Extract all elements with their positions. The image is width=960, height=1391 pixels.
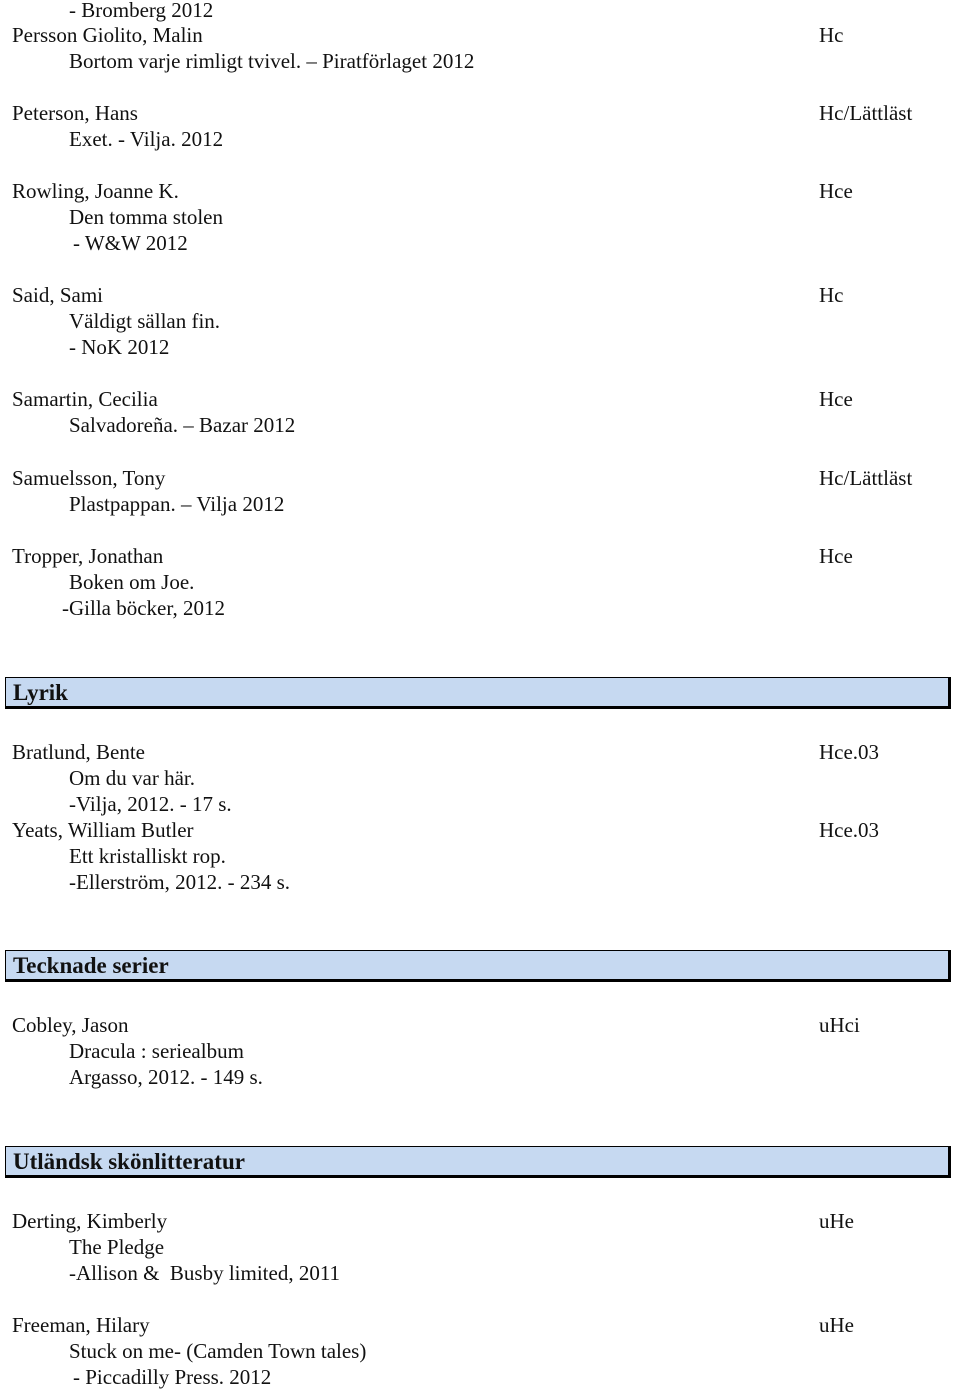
- entry-publisher-line: - W&W 2012: [73, 231, 188, 255]
- entry-shelf-code: Hc: [819, 283, 844, 307]
- entry-shelf-code: Hc: [819, 23, 844, 47]
- entry-author: Bratlund, Bente: [12, 740, 145, 764]
- entry-author: Yeats, William Butler: [12, 818, 194, 842]
- entry-author: Cobley, Jason: [12, 1013, 129, 1037]
- section-header-utlandsk-skonlitteratur: [5, 1146, 951, 1178]
- entry-author: Persson Giolito, Malin: [12, 23, 203, 47]
- entry-publisher-line: - NoK 2012: [69, 335, 170, 359]
- entry-title-line: Exet. - Vilja. 2012: [69, 127, 224, 151]
- entry-title-line: Boken om Joe.: [69, 570, 195, 594]
- section-title: Lyrik: [13, 680, 68, 705]
- section-title: Utländsk skönlitteratur: [13, 1149, 245, 1174]
- entry-shelf-code: Hce: [819, 387, 853, 411]
- section-header-tecknade-serier: [5, 950, 951, 982]
- entry-title-line: Den tomma stolen: [69, 205, 223, 229]
- entry-shelf-code: Hce.03: [819, 740, 880, 764]
- entry-title-line: Väldigt sällan fin.: [69, 309, 221, 333]
- entry-shelf-code: uHe: [819, 1313, 854, 1337]
- entry-shelf-code: Hce.03: [819, 818, 880, 842]
- entry-title-line: Dracula : seriealbum: [69, 1039, 244, 1063]
- entry-author: Samartin, Cecilia: [12, 387, 158, 411]
- entry-author: Tropper, Jonathan: [12, 544, 164, 568]
- entry-author: Samuelsson, Tony: [12, 466, 166, 490]
- entry-author: Freeman, Hilary: [12, 1313, 150, 1337]
- entry-shelf-code: Hce: [819, 179, 853, 203]
- entry-publisher-line: - Piccadilly Press. 2012: [73, 1365, 272, 1389]
- entry-title-line: Ett kristalliskt rop.: [69, 844, 226, 868]
- entry-title-line: The Pledge: [69, 1235, 165, 1259]
- entry-author: Peterson, Hans: [12, 101, 138, 125]
- entry-publisher-line: Argasso, 2012. - 149 s.: [69, 1065, 263, 1089]
- entry-publisher-line: -Gilla böcker, 2012: [62, 596, 226, 620]
- entry-publisher-line: -Ellerström, 2012. - 234 s.: [69, 870, 291, 894]
- entry-shelf-code: Hce: [819, 544, 853, 568]
- entry-shelf-code: Hc/Lättläst: [819, 101, 913, 125]
- entry-author: Derting, Kimberly: [12, 1209, 168, 1233]
- entry-author: Said, Sami: [12, 283, 104, 307]
- section-header-lyrik: [5, 677, 951, 709]
- entry-shelf-code: Hc/Lättläst: [819, 466, 913, 490]
- entry-publisher-line: - Bromberg 2012: [69, 0, 214, 22]
- entry-shelf-code: uHci: [819, 1013, 860, 1037]
- entry-shelf-code: uHe: [819, 1209, 854, 1233]
- entry-title-line: Stuck on me- (Camden Town tales): [69, 1339, 367, 1363]
- entry-title-line: Bortom varje rimligt tvivel. – Piratförlaget 2012: [69, 49, 475, 73]
- entry-publisher-line: -Allison & Busby limited, 2011: [69, 1261, 341, 1285]
- section-title: Tecknade serier: [13, 953, 169, 978]
- entry-title-line: Salvadoreña. – Bazar 2012: [69, 413, 296, 437]
- entry-author: Rowling, Joanne K.: [12, 179, 179, 203]
- entry-title-line: Plastpappan. – Vilja 2012: [69, 492, 285, 516]
- entry-title-line: Om du var här.: [69, 766, 195, 790]
- entry-publisher-line: -Vilja, 2012. - 17 s.: [69, 792, 232, 816]
